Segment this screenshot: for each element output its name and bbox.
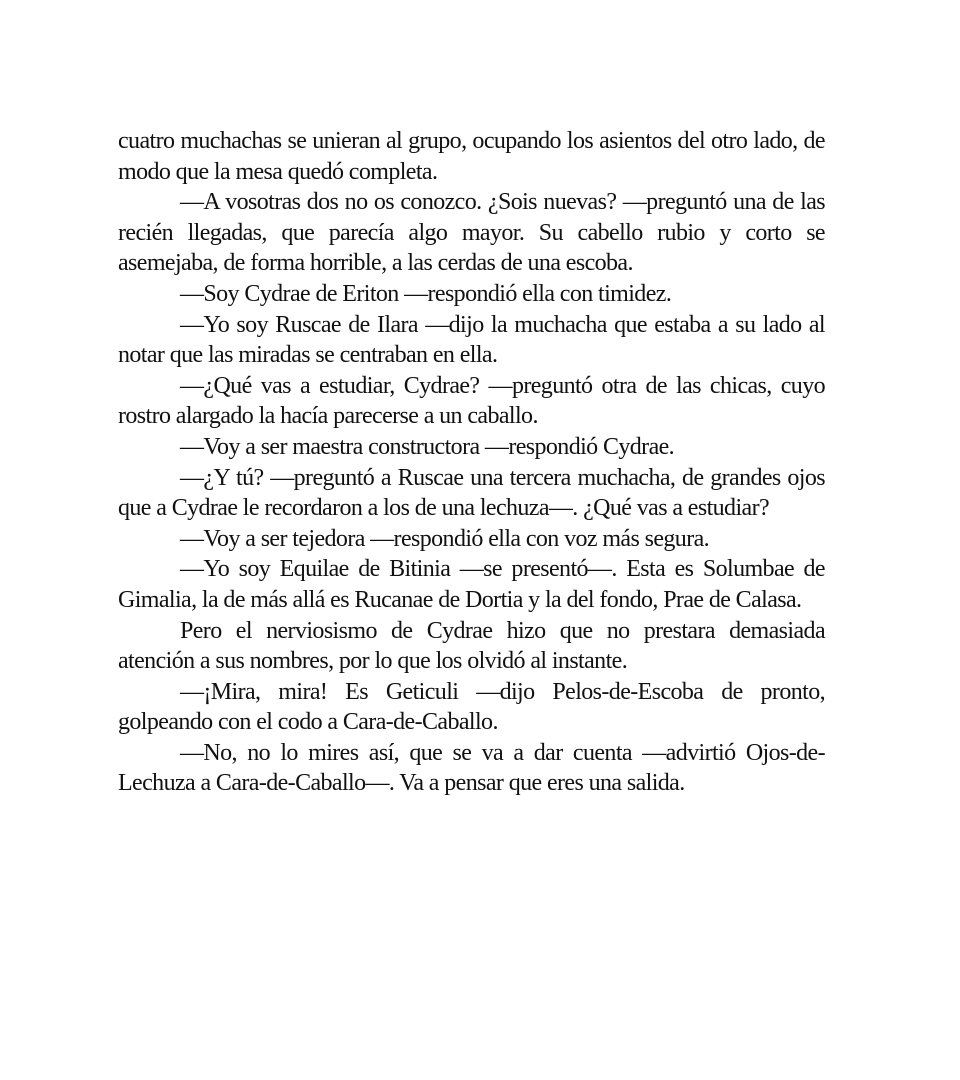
paragraph: cuatro muchachas se unieran al grupo, ocupando los asientos del otro lado, de modo que la mesa quedó completa. bbox=[118, 128, 825, 185]
paragraph: Pero el nerviosismo de Cydrae hizo que no prestara demasiada atención a sus nombres, por lo que los olvidó al instante. bbox=[118, 617, 825, 675]
paragraph: —A vosotras dos no os conozco. ¿Sois nuevas? —preguntó una de las recién llegadas, que parecía algo mayor. Su cabello rubio y corto se asemejaba, de forma horrible, a las cerdas de una escoba. bbox=[118, 189, 825, 277]
paragraph: —¿Qué vas a estudiar, Cydrae? —preguntó otra de las chicas, cuyo rostro alargado la hacía parecerse a un caballo. bbox=[118, 372, 825, 430]
paragraph: —Voy a ser maestra constructora —respondió Cydrae. bbox=[180, 433, 675, 460]
paragraph: —¿Y tú? —preguntó a Ruscae una tercera muchacha, de grandes ojos que a Cydrae le recordaron a los de una lechuza—. ¿Qué vas a estudiar? bbox=[118, 464, 825, 522]
paragraph: —Soy Cydrae de Eriton —respondió ella con timidez. bbox=[180, 280, 672, 307]
paragraph: —¡Mira, mira! Es Geticuli —dijo Pelos-de-Escoba de pronto, golpeando con el codo a Cara-de-Caballo. bbox=[118, 678, 825, 736]
paragraph: —Voy a ser tejedora —respondió ella con voz más segura. bbox=[180, 525, 710, 552]
paragraph: —Yo soy Equilae de Bitinia —se presentó—. Esta es Solumbae de Gimalia, la de más allá es Rucanae de Dortia y la del fondo, Prae de Calasa. bbox=[118, 556, 825, 613]
document-page bbox=[118, 126, 825, 799]
paragraph: —No, no lo mires así, que se va a dar cuenta —advirtió Ojos-de-Lechuza a Cara-de-Caballo—. Va a pensar que eres una salida. bbox=[118, 739, 825, 797]
paragraph: —Yo soy Ruscae de Ilara —dijo la muchacha que estaba a su lado al notar que las miradas se centraban en ella. bbox=[118, 311, 825, 369]
